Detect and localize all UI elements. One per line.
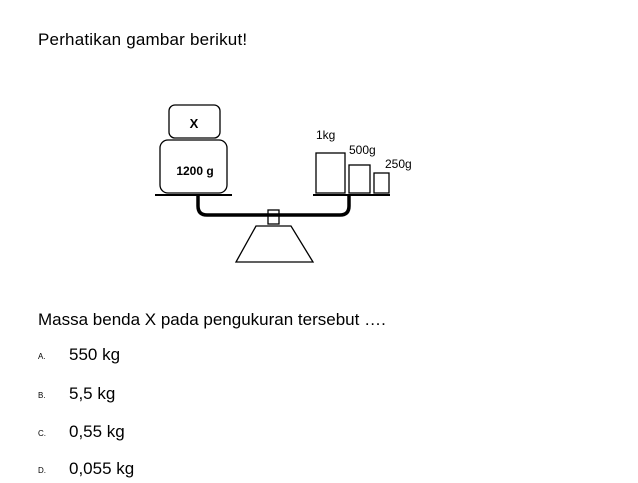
scale-base bbox=[236, 226, 313, 262]
weight-250g-label: 250g bbox=[385, 157, 412, 171]
weight-1kg-label: 1kg bbox=[316, 128, 336, 142]
scale-pivot bbox=[268, 210, 279, 224]
weight-500g bbox=[349, 165, 370, 193]
weight-500g-label: 500g bbox=[349, 143, 376, 157]
option-c-text: 0,55 kg bbox=[69, 422, 125, 441]
option-a-text: 550 kg bbox=[69, 345, 121, 364]
option-d-text: 0,055 kg bbox=[69, 459, 135, 478]
option-c-letter: C. bbox=[38, 429, 46, 438]
option-d-letter: D. bbox=[38, 466, 46, 475]
option-a-letter: A. bbox=[38, 352, 46, 361]
object-x-label: X bbox=[189, 116, 199, 131]
mass-1200g-label: 1200 g bbox=[176, 164, 214, 178]
weight-1kg bbox=[316, 153, 345, 193]
question-text: Massa benda X pada pengukuran tersebut …. bbox=[38, 310, 386, 329]
weight-250g bbox=[374, 173, 389, 193]
option-b-text: 5,5 kg bbox=[69, 384, 116, 403]
option-b-letter: B. bbox=[38, 391, 46, 400]
intro-text: Perhatikan gambar berikut! bbox=[38, 30, 248, 49]
